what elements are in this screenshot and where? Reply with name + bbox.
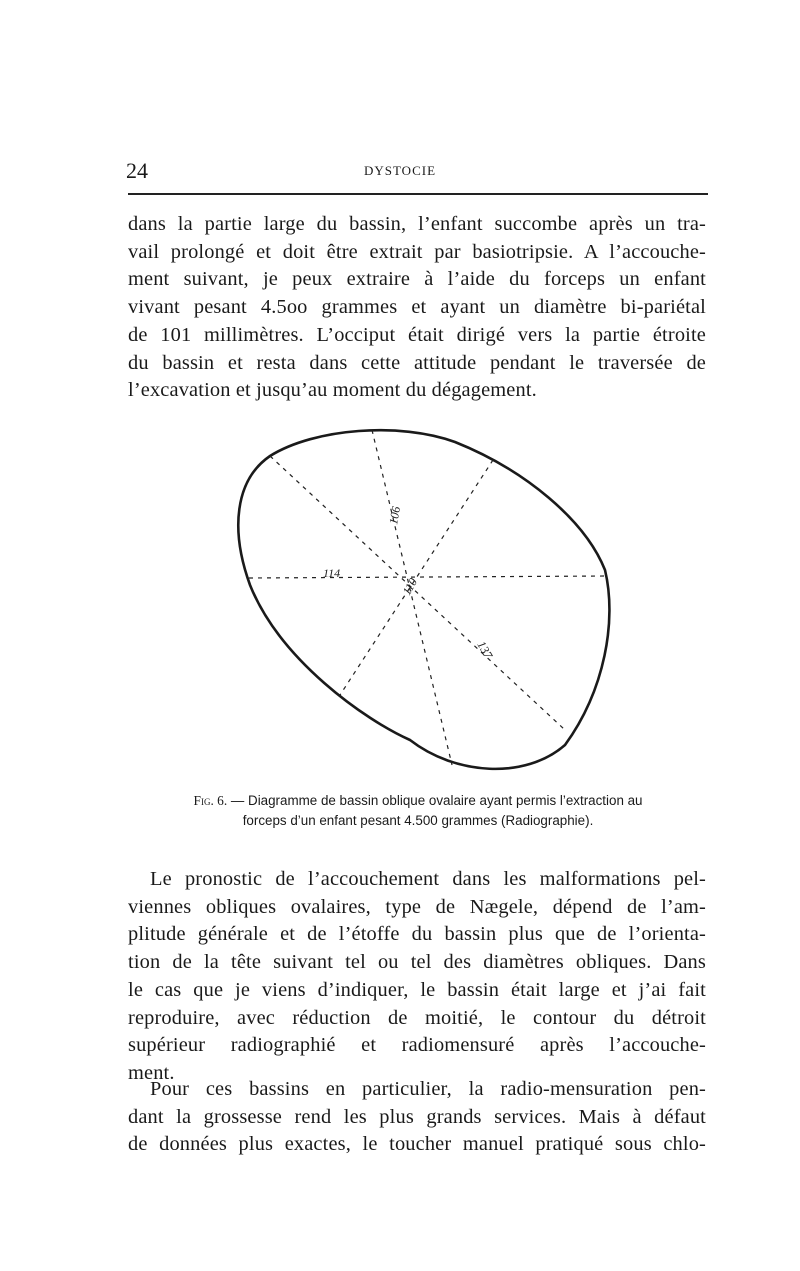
page-number: 24 — [126, 158, 148, 183]
diameter-line-transverse — [249, 576, 607, 578]
paragraph-1-line: du bassin et resta dans cette attitude pendant le traversée de — [128, 351, 706, 374]
measurement-label-oblique-left: 110 — [399, 575, 421, 598]
paragraph-2-line: ment. — [128, 1061, 175, 1084]
diameter-line-oblique-left — [340, 460, 493, 695]
measurement-label-transverse: 114 — [323, 566, 341, 580]
measurement-label-anteroposterior: 106 — [386, 505, 404, 526]
paragraph-2-line: reproduire, avec réduction de moitié, le contour du détroit — [128, 1006, 706, 1029]
figure-caption — [128, 791, 708, 831]
paragraph-1-line: dans la partie large du bassin, l’enfant succombe après un tra- — [128, 213, 706, 235]
paragraph-1 — [128, 211, 706, 405]
paragraph-2-line: viennes obliques ovalaires, type de Nægele, dépend de l’am- — [128, 895, 706, 918]
paragraph-2-line: supérieur radiographié et radiomensuré après l’accouche- — [128, 1034, 706, 1057]
paragraph-1-line: vivant pesant 4.5oo grammes et ayant un diamètre bi-pariétal — [128, 296, 706, 319]
paragraph-2-line: plitude générale et de l’étoffe du bassin plus que de l’orienta- — [128, 923, 706, 946]
paragraph-3 — [128, 1076, 706, 1159]
measurement-label-oblique-right: 137 — [474, 638, 496, 662]
header-rule — [128, 193, 708, 195]
paragraph-2 — [128, 866, 706, 1088]
paragraph-3-line: Pour ces bassins en particulier, la radio-mensuration pen- — [150, 1078, 706, 1100]
paragraph-1-line: vail prolongé et doit être extrait par basiotripsie. A l’accouche- — [128, 240, 706, 263]
pelvis-diagram — [225, 420, 620, 780]
diameter-line-anteroposterior — [372, 430, 452, 765]
paragraph-1-line: l’excavation et jusqu’au moment du dégagement. — [128, 379, 537, 402]
paragraph-1-line: de 101 millimètres. L’occiput était dirigé vers la partie étroite — [128, 323, 706, 346]
diameter-line-oblique-right — [270, 456, 565, 730]
paragraph-1-line: ment suivant, je peux extraire à l’aide du forceps un enfant — [128, 268, 706, 291]
figure-caption-line-2: forceps d’un enfant pesant 4.500 grammes (Radiographie). — [242, 813, 594, 828]
figure-caption-line-1: — Diagramme de bassin oblique ovalaire ayant permis l’extraction au — [227, 793, 643, 808]
paragraph-2-line: tion de la tête suivant tel ou tel des diamètres obliques. Dans — [128, 951, 706, 974]
paragraph-2-line: Le pronostic de l’accouchement dans les malformations pel- — [150, 868, 706, 890]
paragraph-3-line: dant la grossesse rend les plus grands services. Mais à défaut — [128, 1105, 706, 1128]
paragraph-2-line: le cas que je viens d’indiquer, le bassin était large et j’ai fait — [128, 978, 706, 1001]
figure-label: Fig. 6. — [193, 793, 228, 808]
paragraph-3-line: de données plus exactes, le toucher manuel pratiqué sous chlo- — [128, 1133, 706, 1156]
running-title: DYSTOCIE — [363, 163, 437, 178]
